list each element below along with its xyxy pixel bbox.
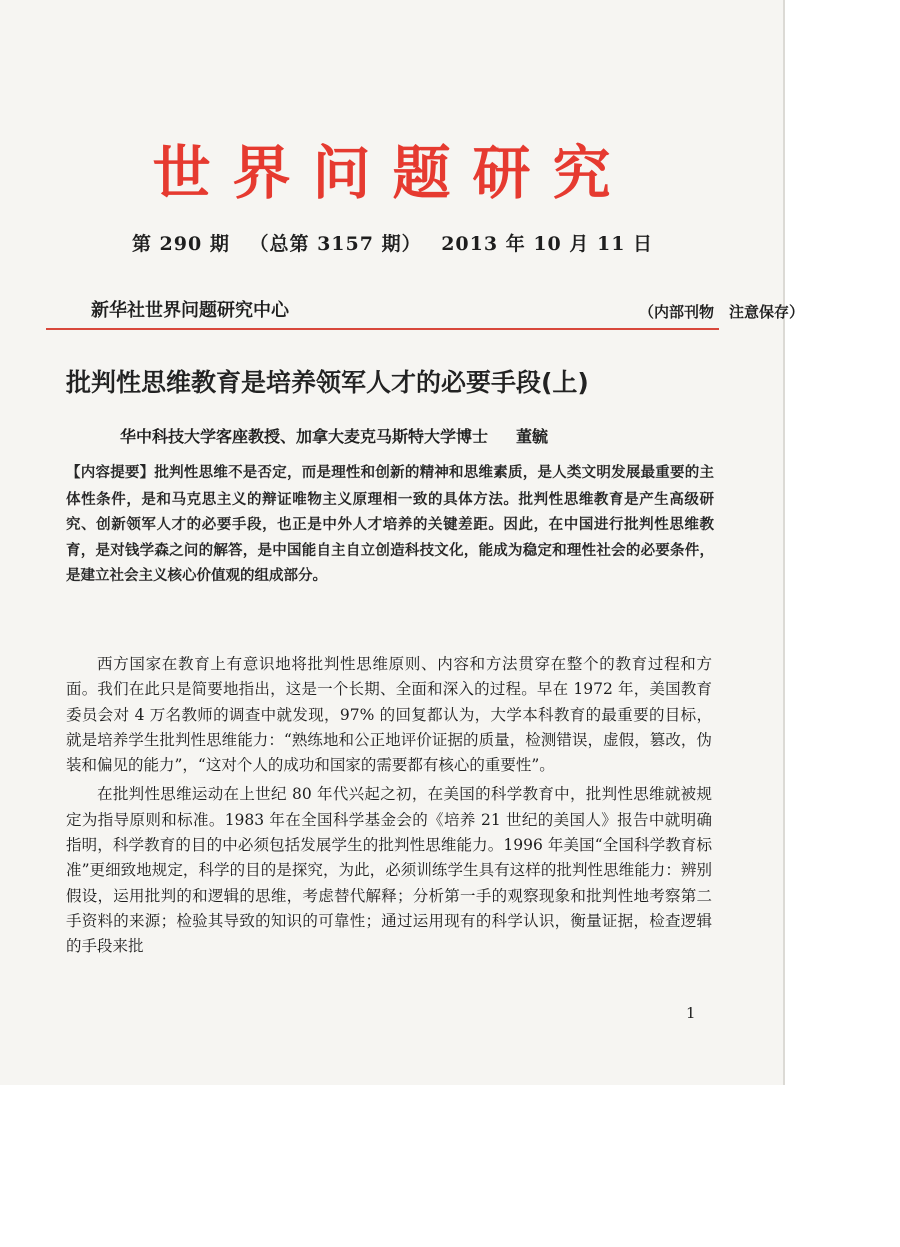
body-paragraph: 在批判性思维运动在上世纪 80 年代兴起之初，在美国的科学教育中，批判性思维就被规定为指导原则和标准。1983 年在全国科学基金会的《培养 21 世纪的美国人》报告中就明确指明，科学教育的目的中必须包括发展学生的批判性思维能力。1996 年美国“全国科学教育标准”更细致地规定，科学的目的是探究，为此，必须训练学生具有这样的批判性思维能力：辨别假设，运用批判的和逻辑的思维，考虑替代解释；分析第一手的观察现象和批判性地考察第二手资料的来源；检验其导致的知识的可靠性；通过运用现有的科学认识，衡量证据，检查逻辑的手段来批 [66,785,712,956]
author-affiliation: 华中科技大学客座教授、加拿大麦克马斯特大学博士 [120,427,489,446]
author-name: 董毓 [516,427,549,446]
byline [120,424,548,450]
abstract-text: 批判性思维不是否定，而是理性和创新的精神和思维素质，是人类文明发展最重要的主体性条件，是和马克思主义的辩证唯物主义原理相一致的具体方法。批判性思维教育是产生高级研究、创新领军人才的必要手段，也正是中外人才培养的关键差距。因此，在中国进行批判性思维教育，是对钱学森之问的解答，是中国能自主自立创造科技文化，能成为稳定和理性社会的必要条件，是建立社会主义核心价值观的组成部分。 [66,464,715,584]
article-body [66,652,712,964]
header-divider [46,328,719,330]
issue-total: （总第 3157 期） [249,233,422,255]
issue-info [0,230,785,258]
abstract [66,460,714,589]
article-title: 批判性思维教育是培养领军人才的必要手段(上) [66,368,589,397]
body-paragraph: 西方国家在教育上有意识地将批判性思维原则、内容和方法贯穿在整个的教育过程和方面。我们在此只是简要地指出，这是一个长期、全面和深入的过程。早在 1972 年，美国教育委员会对 4 万名教师的调查中就发现，97% 的回复都认为，大学本科教育的最重要的目标，就是培养学生批判性思维能力：“熟练地和公正地评价证据的质量，检测错误，虚假，篡改，伪装和偏见的能力”，“这对个人的成功和国家的需要都有核心的重要性”。 [66,655,712,775]
issue-number: 第 290 期 [131,233,230,255]
page-number: 1 [686,1004,696,1022]
masthead-title: 世界问题研究 [152,139,633,207]
publisher-name: 新华社世界问题研究中心 [91,300,289,321]
abstract-label: 【内容提要】 [66,465,155,481]
issue-date: 2013 年 10 月 11 日 [441,233,654,255]
classification-note: （内部刊物 注意保存） [638,303,804,321]
